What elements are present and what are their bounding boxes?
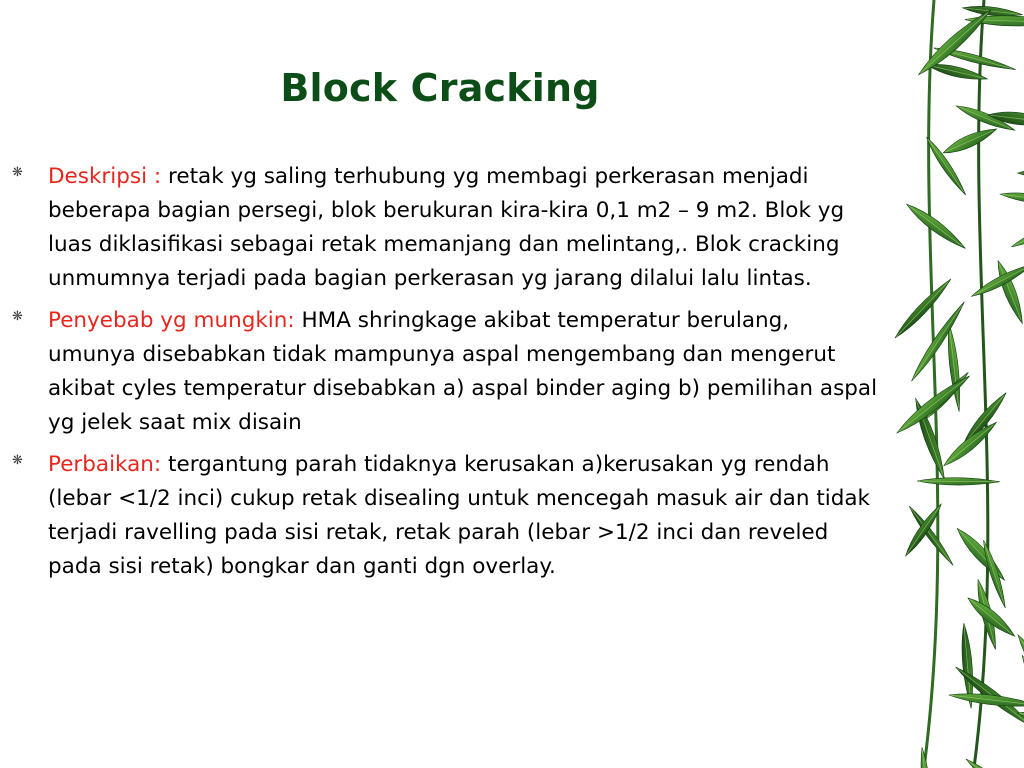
slide-title: Block Cracking	[280, 66, 600, 110]
bullet-text	[48, 160, 880, 296]
bullet-label: Penyebab yg mungkin:	[48, 308, 295, 333]
bullet-label: Perbaikan:	[48, 452, 162, 477]
bullet-repair	[12, 448, 880, 584]
asterisk-bullet-icon: ❋	[12, 453, 23, 468]
bamboo-leaf	[964, 756, 1024, 768]
bamboo-leaves-decoration	[874, 0, 1024, 768]
bullet-body: HMA shringkage akibat temperatur berulang, umunya disebabkan tidak mampunya aspal mengembang dan mengerut akibat cyles temperatur disebabkan a) aspal binder aging b) pemilihan aspal yg jelek saat mix disain	[48, 308, 878, 435]
asterisk-bullet-icon: ❋	[12, 165, 23, 180]
bullet-description	[12, 160, 880, 296]
bullet-text	[48, 304, 880, 440]
bullet-body: retak yg saling terhubung yg membagi perkerasan menjadi beberapa bagian persegi, blok berukuran kira-kira 0,1 m2 – 9 m2. Blok yg luas diklasifikasi sebagai retak memanjang dan melintang,. Blok cracking unmumnya terjadi pada bagian perkerasan yg jarang dilalui lalu lintas.	[48, 164, 845, 291]
asterisk-bullet-icon: ❋	[12, 309, 23, 324]
bamboo-leaf	[1010, 212, 1024, 251]
bullet-body: tergantung parah tidaknya kerusakan a)kerusakan yg rendah (lebar <1/2 inci) cukup retak disealing untuk mencegah masuk air dan tidak terjadi ravelling pada sisi retak, retak parah (lebar >1/2 inci dan reveled pada sisi retak) bongkar dan ganti dgn overlay.	[48, 452, 870, 579]
bullet-causes	[12, 304, 880, 440]
bamboo-leaf	[1000, 190, 1024, 206]
bullet-text	[48, 448, 880, 584]
bullet-label: Deskripsi :	[48, 164, 162, 189]
bullet-list	[12, 160, 880, 592]
bamboo-leaf	[1014, 632, 1024, 703]
